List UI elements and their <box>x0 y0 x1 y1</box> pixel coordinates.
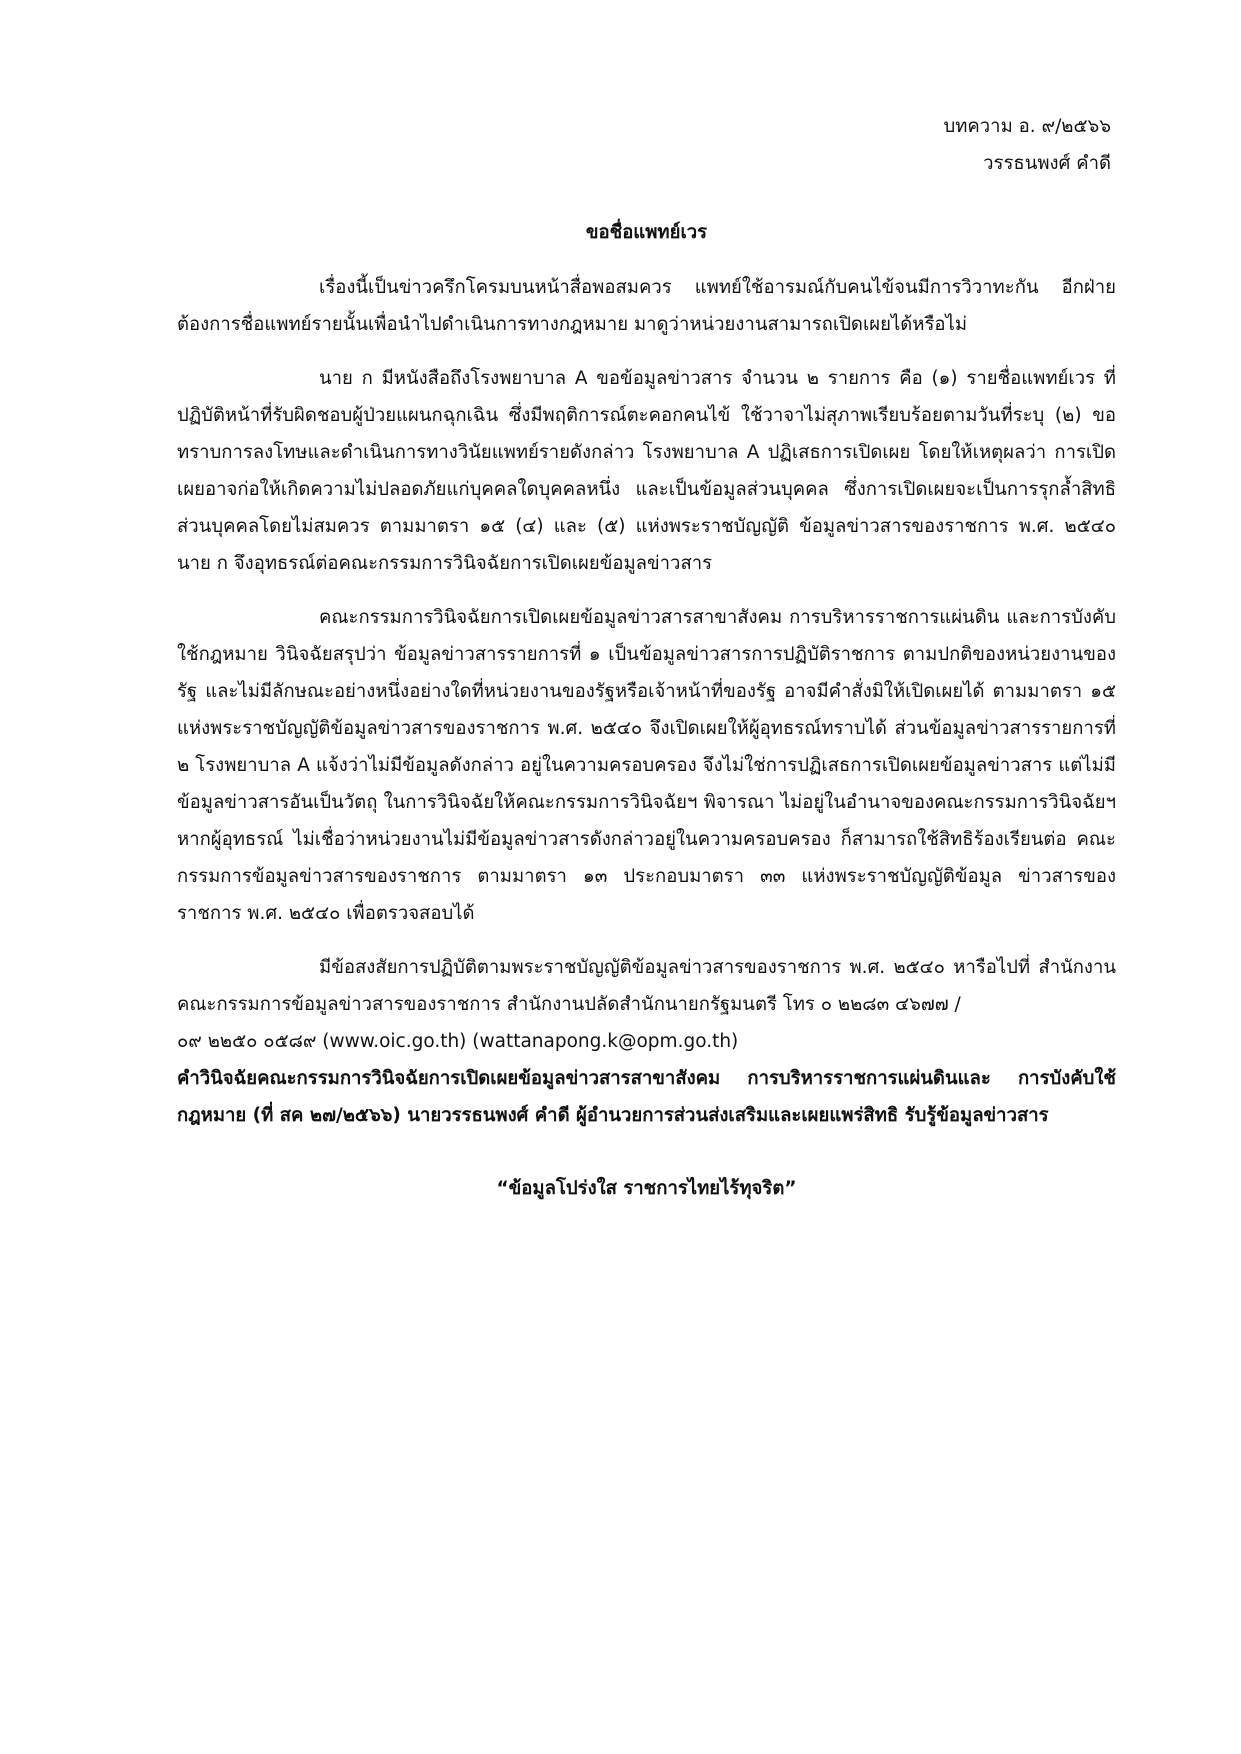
contact-paragraph: มีข้อสงสัยการปฏิบัติตามพระราชบัญญัติข้อมูลข่าวสารของราชการ พ.ศ. ๒๕๔๐ หารือไปที่ สำนักงานคณะกรรมการข้อมูลข่าวสารของราชการ สำนักงานปลัดสำนักนายกรัฐมนตรี โทร ๐ ๒๒๘๓ ๔๖๗๗ / <box>177 957 1116 1015</box>
article-title: ขอชื่อแพทย์เวร <box>585 222 708 243</box>
decision-paragraph: คณะกรรมการวินิจฉัยการเปิดเผยข้อมูลข่าวสารสาขาสังคม การบริหารราชการแผ่นดิน และการบังคับใช้กฎหมาย วินิจฉัยสรุปว่า ข้อมูลข่าวสารรายการที่ ๑ เป็นข้อมูลข่าวสารการปฏิบัติราชการ ตามปกติของหน่วยงานของรัฐ และไม่มีลักษณะอย่างหนึ่งอย่างใดที่หน่วยงานของรัฐหรือเจ้าหน้าที่ของรัฐ อาจมีคำสั่งมิให้เปิดเผยได้ ตามมาตรา ๑๕ แห่งพระราชบัญญัติข้อมูลข่าวสารของราชการ พ.ศ. ๒๕๔๐ จึงเปิดเผยให้ผู้อุทธรณ์ทราบได้ ส่วนข้อมูลข่าวสารรายการที่ ๒ โรงพยาบาล A แจ้งว่าไม่มีข้อมูลดังกล่าว อยู่ในความครอบครอง จึงไม่ใช่การปฏิเสธการเปิดเผยข้อมูลข่าวสาร แต่ไม่มีข้อมูลข่าวสารอันเป็นวัตถุ ในการวินิจฉัยให้คณะกรรมการวินิจฉัยฯ พิจารณา ไม่อยู่ในอำนาจของคณะกรรมการวินิจฉัยฯ หากผู้อุทธรณ์ ไม่เชื่อว่าหน่วยงานไม่มีข้อมูลข่าวสารดังกล่าวอยู่ในความครอบครอง ก็สามารถใช้สิทธิร้องเรียนต่อ คณะกรรมการข้อมูลข่าวสารของราชการ ตามมาตรา ๑๓ ประกอบมาตรา ๓๓ แห่งพระราชบัญญัติข้อมูล ข่าวสารของราชการ พ.ศ. ๒๕๔๐ เพื่อตรวจสอบได้ <box>177 607 1116 924</box>
intro-paragraph: เรื่องนี้เป็นข่าวครึกโครมบนหน้าสื่อพอสมควร แพทย์ใช้อารมณ์กับคนไข้จนมีการวิวาทะกัน อีกฝ่ายต้องการชื่อแพทย์รายนั้นเพื่อนำไปดำเนินการทางกฎหมาย มาดูว่าหน่วยงานสามารถเปิดเผยได้หรือไม่ <box>177 277 1116 335</box>
author-name: วรรธนพงศ์ คำดี <box>983 153 1111 174</box>
article-number: บทความ อ. ๙/๒๕๖๖ <box>943 116 1111 137</box>
slogan: “ข้อมูลโปร่งใส ราชการไทยไร้ทุจริต” <box>496 1178 797 1199</box>
contact-info <box>177 1023 1116 1060</box>
contact-phone-web-email: ๐๙ ๒๒๕๐ ๐๕๘๙ (www.oic.go.th) (wattanapong.k@opm.go.th) <box>177 1031 739 1052</box>
ruling-reference: คำวินิจฉัยคณะกรรมการวินิจฉัยการเปิดเผยข้อมูลข่าวสารสาขาสังคม การบริหารราชการแผ่นดินและ การบังคับใช้กฎหมาย (ที่ สค ๒๗/๒๕๖๖) นายวรรธนพงศ์ คำดี ผู้อำนวยการส่วนส่งเสริมและเผยแพร่สิทธิ รับรู้ข้อมูลข่าวสาร <box>177 1068 1116 1126</box>
document-header <box>177 108 1111 182</box>
request-paragraph: นาย ก มีหนังสือถึงโรงพยาบาล A ขอข้อมูลข่าวสาร จำนวน ๒ รายการ คือ (๑) รายชื่อแพทย์เวร ที่ปฏิบัติหน้าที่รับผิดชอบผู้ป่วยแผนกฉุกเฉิน ซึ่งมีพฤติการณ์ตะคอกคนไข้ ใช้วาจาไม่สุภาพเรียบร้อยตามวันที่ระบุ (๒) ขอทราบการลงโทษและดำเนินการทางวินัยแพทย์รายดังกล่าว โรงพยาบาล A ปฏิเสธการเปิดเผย โดยให้เหตุผลว่า การเปิดเผยอาจก่อให้เกิดความไม่ปลอดภัยแก่บุคคลใดบุคคลหนึ่ง และเป็นข้อมูลส่วนบุคคล ซึ่งการเปิดเผยจะเป็นการรุกล้ำสิทธิส่วนบุคคลโดยไม่สมควร ตามมาตรา ๑๕ (๔) และ (๕) แห่งพระราชบัญญัติ ข้อมูลข่าวสารของราชการ พ.ศ. ๒๕๔๐ นาย ก จึงอุทธรณ์ต่อคณะกรรมการวินิจฉัยการเปิดเผยข้อมูลข่าวสาร <box>177 368 1116 574</box>
